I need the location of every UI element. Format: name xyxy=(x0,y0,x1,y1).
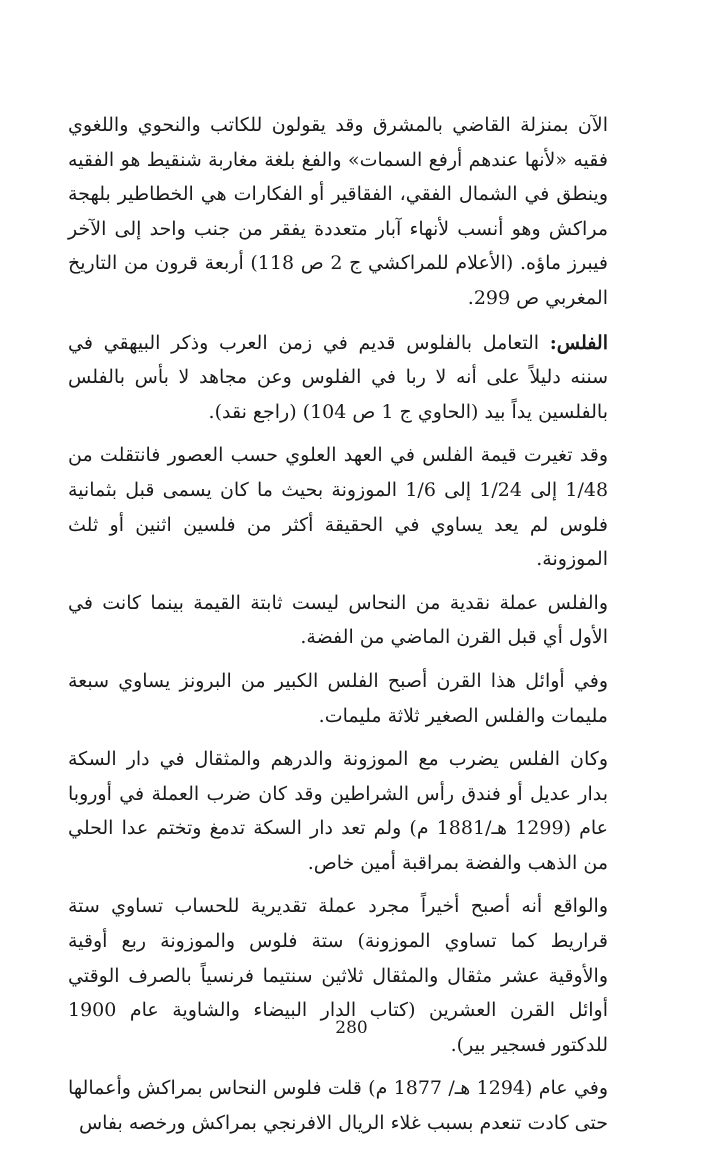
paragraph-5 xyxy=(68,664,608,733)
page-body xyxy=(68,108,608,1150)
paragraph-8-text: وفي عام (1294 هـ/ 1877 م) قلت فلوس النحاس بمراكش وأعمالها حتى كادت تنعدم بسبب غلاء الريال الافرنجي بمراكش ورخصه بفاس xyxy=(68,1077,609,1135)
paragraph-1-text: الآن بمنزلة القاضي بالمشرق وقد يقولون للكاتب والنحوي واللغوي فقيه «لأنها عندهم أرفع السمات» والفغ بلغة مغاربة شنقيط هو الفقيه وينطق في الشمال الفقي، الفقاقير أو الفكارات هي الخطاطير بلهجة مراكش وهو أنسب لأنهاء آبار متعددة يفقر من جنب واحد إلى الآخر فيبرز ماؤه. (الأعلام للمراكشي ج 2 ص 118) أربعة قرون من التاريخ المغربي ص 299. xyxy=(68,114,608,309)
page-number: 280 xyxy=(335,1018,368,1038)
paragraph-4 xyxy=(68,586,608,655)
paragraph-7-text: والواقع أنه أصبح أخيراً مجرد عملة تقديرية للحساب تساوي ستة قراريط كما تساوي الموزونة) ستة فلوس والموزونة ربع أوقية والأوقية عشر مثقال والمثقال ثلاثين سنتيما فرنسياً بالصرف الوقتي أوائل القرن العشرين (كتاب الدار البيضاء والشاوية عام 1900 للدكتور فسجير بير). xyxy=(68,895,608,1056)
paragraph-2 xyxy=(68,326,608,430)
paragraph-3 xyxy=(68,438,608,576)
paragraph-4-text: والفلس عملة نقدية من النحاس ليست ثابتة القيمة بينما كانت في الأول أي قبل القرن الماضي من الفضة. xyxy=(68,591,608,649)
paragraph-3-text: وقد تغيرت قيمة الفلس في العهد العلوي حسب العصور فانتقلت من 1/48 إلى 1/24 إلى 1/6 الموزونة بحيث ما كان يسمى قبل بثمانية فلوس لم يعد يساوي في الحقيقة أكثر من فلسين اثنين أو ثلث الموزونة. xyxy=(68,444,609,571)
paragraph-2-text: التعامل بالفلوس قديم في زمن العرب وذكر البيهقي في سننه دليلاً على أنه لا ربا في الفلوس وعن مجاهد لا بأس بالفلس بالفلسين يداً بيد (الحاوي ج 1 ص 104) (راجع نقد). xyxy=(68,331,608,423)
paragraph-5-text: وفي أوائل هذا القرن أصبح الفلس الكبير من البرونز يساوي سبعة مليمات والفلس الصغير ثلاثة مليمات. xyxy=(68,669,608,727)
paragraph-6 xyxy=(68,742,608,880)
paragraph-6-text: وكان الفلس يضرب مع الموزونة والدرهم والمثقال في دار السكة بدار عديل أو فندق رأس الشراطين وقد كان ضرب العملة في أوروبا عام (1299 هـ/1881 م) ولم تعد دار السكة تدمغ وتختم عدا الحلي من الذهب والفضة بمراقبة أمين خاص. xyxy=(68,748,608,874)
paragraph-1 xyxy=(68,108,608,316)
paragraph-8 xyxy=(68,1071,608,1140)
term-falas: الفلس: xyxy=(549,331,608,354)
